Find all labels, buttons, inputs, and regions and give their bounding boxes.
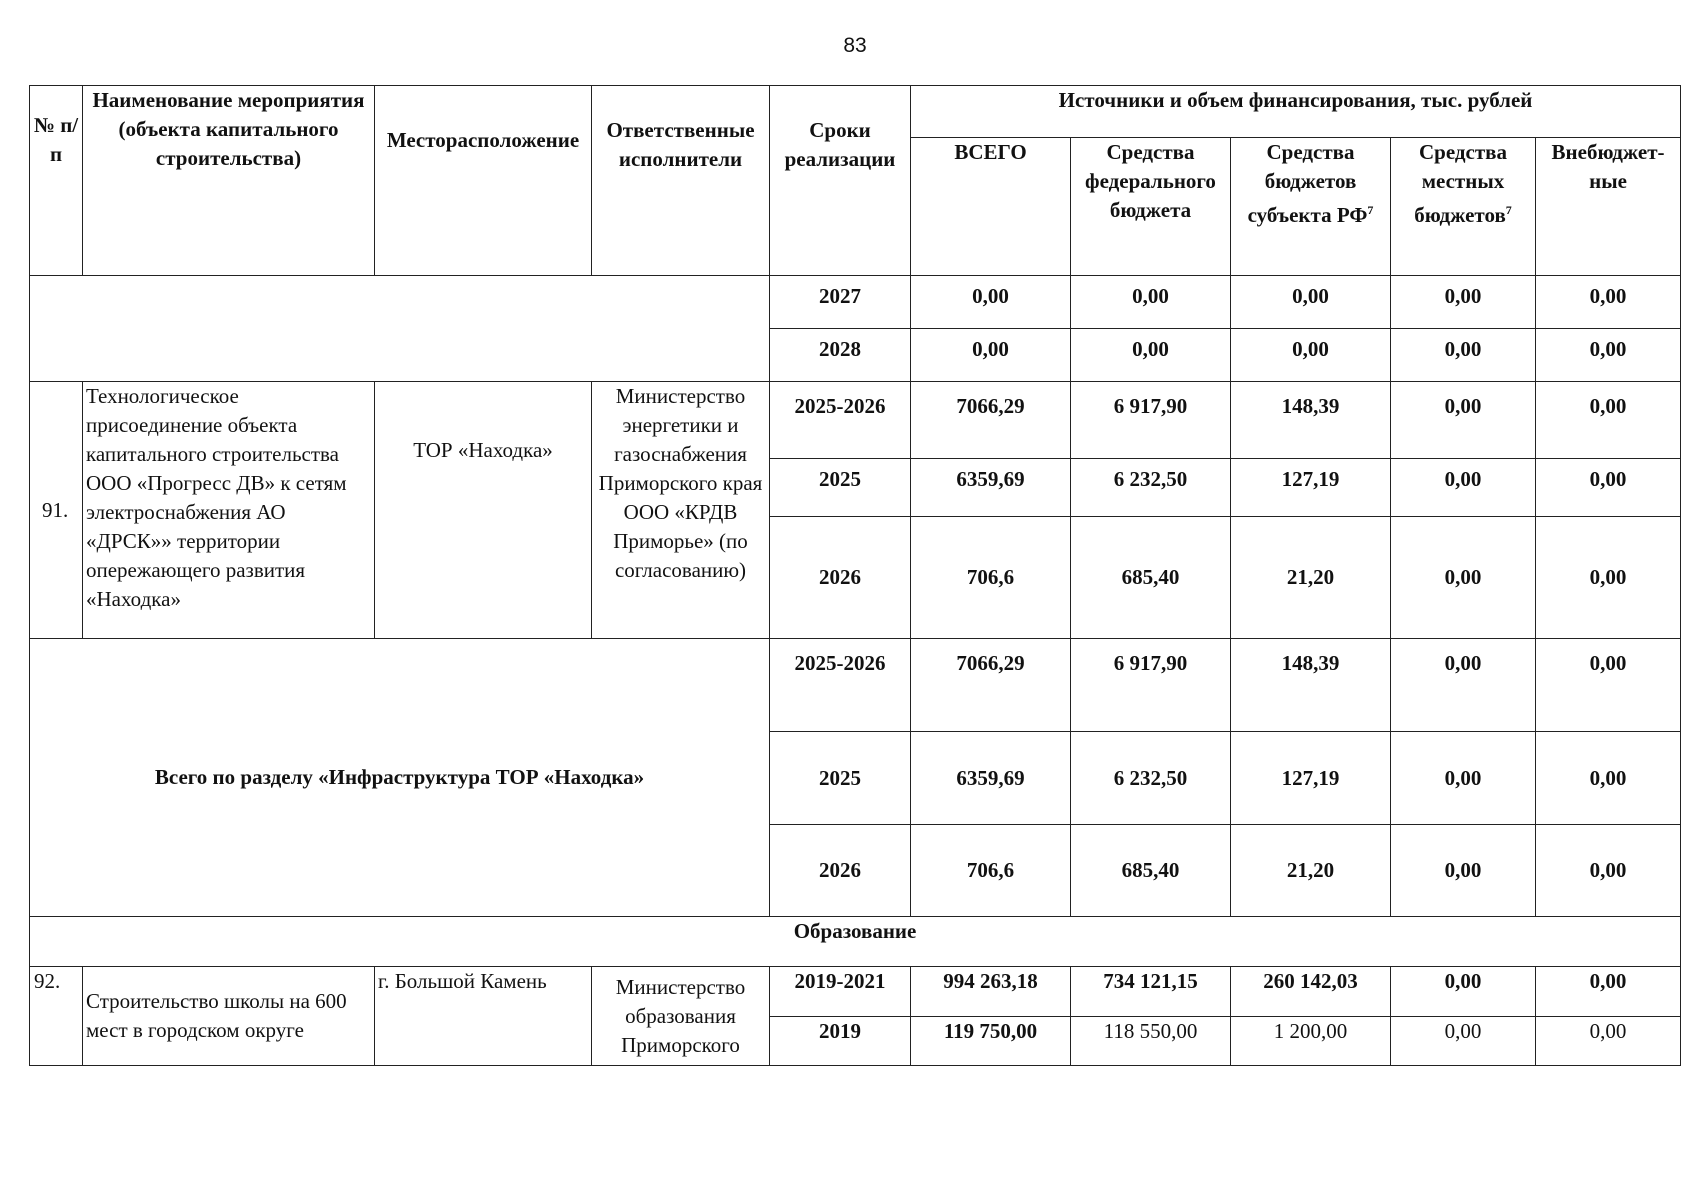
cell-local: 0,00 <box>1391 639 1536 732</box>
cell-total: 994 263,18 <box>911 967 1071 1017</box>
cell-federal: 734 121,15 <box>1071 967 1231 1017</box>
financing-table <box>29 85 1681 1066</box>
item-location: г. Большой Камень <box>375 967 592 1066</box>
item-responsible: Министерство энергетики и газоснабжения Приморского края ООО «КРДВ Приморье» (по согласованию) <box>592 382 770 639</box>
cell-total: 6359,69 <box>911 732 1071 825</box>
cell-extra: 0,00 <box>1536 825 1681 917</box>
cell-year: 2026 <box>770 825 911 917</box>
cell-extra: 0,00 <box>1536 517 1681 639</box>
cell-local: 0,00 <box>1391 276 1536 329</box>
cell-total: 7066,29 <box>911 382 1071 459</box>
cell-local: 0,00 <box>1391 1017 1536 1066</box>
cell-federal: 118 550,00 <box>1071 1017 1231 1066</box>
cell-subject: 21,20 <box>1231 825 1391 917</box>
cell-total: 0,00 <box>911 276 1071 329</box>
item-name: Строительство школы на 600 мест в городском округе <box>83 967 375 1066</box>
cell-subject: 0,00 <box>1231 329 1391 382</box>
cell-extra: 0,00 <box>1536 329 1681 382</box>
cell-total: 6359,69 <box>911 459 1071 517</box>
cell-total: 706,6 <box>911 825 1071 917</box>
header-terms: Сроки реализации <box>770 86 911 276</box>
cell-local: 0,00 <box>1391 382 1536 459</box>
page-number: 83 <box>843 34 867 57</box>
cell-year: 2026 <box>770 517 911 639</box>
cell-federal: 6 232,50 <box>1071 732 1231 825</box>
cell-extra: 0,00 <box>1536 967 1681 1017</box>
table-row <box>30 276 1681 329</box>
cell-total: 119 750,00 <box>911 1017 1071 1066</box>
cell-federal: 685,40 <box>1071 517 1231 639</box>
cell-year: 2028 <box>770 329 911 382</box>
cell-total: 7066,29 <box>911 639 1071 732</box>
cell-subject: 127,19 <box>1231 732 1391 825</box>
section-total-label: Всего по разделу «Инфраструктура ТОР «Находка» <box>30 639 770 917</box>
cell-year: 2027 <box>770 276 911 329</box>
header-responsible: Ответственные исполнители <box>592 86 770 276</box>
header-num: № п/п <box>30 86 83 276</box>
cell-federal: 6 232,50 <box>1071 459 1231 517</box>
cell-year: 2019 <box>770 1017 911 1066</box>
cell-subject: 0,00 <box>1231 276 1391 329</box>
cell-subject: 148,39 <box>1231 639 1391 732</box>
item-responsible: Министерство образования Приморского <box>592 967 770 1066</box>
cell-extra: 0,00 <box>1536 459 1681 517</box>
cell-year: 2025 <box>770 459 911 517</box>
cell-local: 0,00 <box>1391 967 1536 1017</box>
cell-federal: 0,00 <box>1071 276 1231 329</box>
cell-local: 0,00 <box>1391 517 1536 639</box>
item-number: 92. <box>30 967 83 1066</box>
header-name: Наименование мероприятия (объекта капитального строительства) <box>83 86 375 276</box>
table-row <box>30 917 1681 967</box>
cell-local: 0,00 <box>1391 825 1536 917</box>
cell-local: 0,00 <box>1391 459 1536 517</box>
cell-extra: 0,00 <box>1536 639 1681 732</box>
cell-subject: 1 200,00 <box>1231 1017 1391 1066</box>
cell-extra: 0,00 <box>1536 1017 1681 1066</box>
cell-federal: 685,40 <box>1071 825 1231 917</box>
item-number: 91. <box>30 382 83 639</box>
cell-year: 2019-2021 <box>770 967 911 1017</box>
header-total: ВСЕГО <box>911 138 1071 276</box>
cell-extra: 0,00 <box>1536 382 1681 459</box>
cell-subject: 148,39 <box>1231 382 1391 459</box>
table-row <box>30 639 1681 732</box>
header-sources: Источники и объем финансирования, тыс. рублей <box>911 86 1681 138</box>
header-local: Средства местных бюджетов$^7$ <box>1391 138 1536 276</box>
cell-subject: 127,19 <box>1231 459 1391 517</box>
cell-year: 2025-2026 <box>770 382 911 459</box>
item-location: ТОР «Находка» <box>375 382 592 639</box>
item-name: Технологическое присоединение объекта капитального строительства ООО «Прогресс ДВ» к сетям электроснабжения АО «ДРСК»» территории опережающего развития «Находка» <box>83 382 375 639</box>
cell-extra: 0,00 <box>1536 276 1681 329</box>
cell-total: 0,00 <box>911 329 1071 382</box>
table-row <box>30 382 1681 459</box>
cell-year: 2025 <box>770 732 911 825</box>
cell-subject: 260 142,03 <box>1231 967 1391 1017</box>
section-heading-education: Образование <box>30 917 1681 967</box>
header-subject: Средства бюджетов субъекта $РФ^7$ <box>1231 138 1391 276</box>
header-location: Месторасположение <box>375 86 592 276</box>
header-extra: Внебюджет-ные <box>1536 138 1681 276</box>
cell-year: 2025-2026 <box>770 639 911 732</box>
cell-total: 706,6 <box>911 517 1071 639</box>
carry-empty-cell <box>30 276 770 382</box>
cell-federal: 0,00 <box>1071 329 1231 382</box>
table-row <box>30 967 1681 1017</box>
header-federal: Средства федерального бюджета <box>1071 138 1231 276</box>
cell-local: 0,00 <box>1391 732 1536 825</box>
cell-federal: 6 917,90 <box>1071 639 1231 732</box>
cell-extra: 0,00 <box>1536 732 1681 825</box>
cell-federal: 6 917,90 <box>1071 382 1231 459</box>
cell-local: 0,00 <box>1391 329 1536 382</box>
cell-subject: 21,20 <box>1231 517 1391 639</box>
